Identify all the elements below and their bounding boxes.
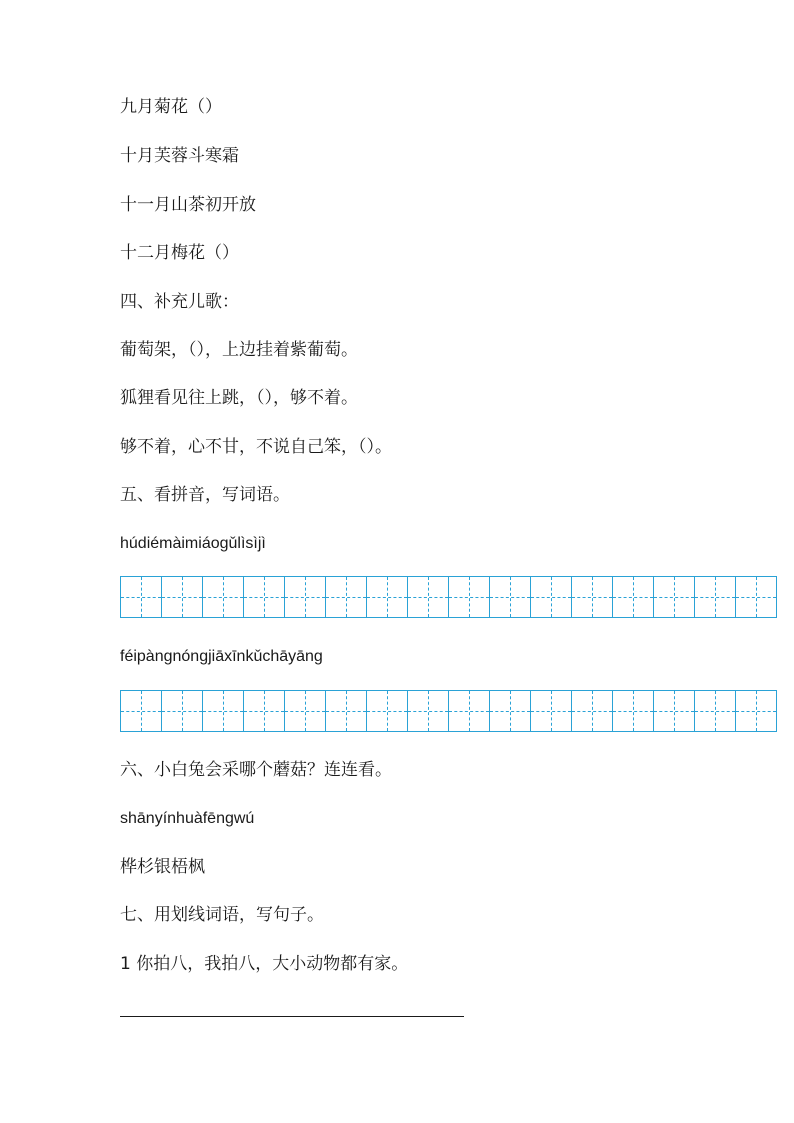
section-4-line-2: 狐狸看见往上跳，（），够不着。 bbox=[120, 388, 358, 408]
grid-cell[interactable] bbox=[448, 576, 490, 618]
grid-cell[interactable] bbox=[161, 576, 203, 618]
line-december: 十二月梅花（） bbox=[120, 243, 239, 263]
grid-cell[interactable] bbox=[571, 690, 613, 732]
pinyin-row-3: shānyínhuàfēngwú bbox=[120, 810, 255, 827]
section-7-heading: 七、用划线词语，写句子。 bbox=[120, 905, 324, 925]
grid-cell[interactable] bbox=[735, 690, 777, 732]
writing-grid-1[interactable] bbox=[120, 576, 776, 618]
grid-cell[interactable] bbox=[407, 690, 449, 732]
grid-cell[interactable] bbox=[612, 690, 654, 732]
section-5-heading: 五、看拼音，写词语。 bbox=[120, 485, 290, 505]
pinyin-row-2: féipàngnóngjiāxīnkǔchāyāng bbox=[120, 648, 323, 665]
grid-cell[interactable] bbox=[366, 690, 408, 732]
grid-cell[interactable] bbox=[243, 576, 285, 618]
grid-cell[interactable] bbox=[202, 690, 244, 732]
grid-cell[interactable] bbox=[653, 576, 695, 618]
answer-underline[interactable] bbox=[120, 1016, 464, 1017]
grid-cell[interactable] bbox=[694, 576, 736, 618]
pinyin-row-1: húdiémàimiáogǔlìsìjì bbox=[120, 535, 266, 552]
grid-cell[interactable] bbox=[694, 690, 736, 732]
section-4-line-3: 够不着，心不甘，不说自己笨，（）。 bbox=[120, 437, 392, 457]
grid-cell[interactable] bbox=[489, 576, 531, 618]
grid-cell[interactable] bbox=[243, 690, 285, 732]
grid-cell[interactable] bbox=[284, 690, 326, 732]
grid-cell[interactable] bbox=[366, 576, 408, 618]
writing-grid-2[interactable] bbox=[120, 690, 776, 732]
section-7-item-1: 1 你拍八，我拍八，大小动物都有家。 bbox=[120, 954, 409, 974]
grid-cell[interactable] bbox=[530, 690, 572, 732]
section-6-heading: 六、小白兔会采哪个蘑菇？连连看。 bbox=[120, 760, 392, 780]
section-4-heading: 四、补充儿歌： bbox=[120, 292, 239, 312]
grid-cell[interactable] bbox=[653, 690, 695, 732]
grid-cell[interactable] bbox=[284, 576, 326, 618]
grid-cell[interactable] bbox=[202, 576, 244, 618]
section-4-line-1: 葡萄架，（），上边挂着紫葡萄。 bbox=[120, 340, 358, 360]
grid-cell[interactable] bbox=[530, 576, 572, 618]
grid-cell[interactable] bbox=[571, 576, 613, 618]
grid-cell[interactable] bbox=[407, 576, 449, 618]
grid-cell[interactable] bbox=[612, 576, 654, 618]
line-september: 九月菊花（） bbox=[120, 97, 222, 117]
grid-cell[interactable] bbox=[325, 690, 367, 732]
grid-cell[interactable] bbox=[448, 690, 490, 732]
grid-cell[interactable] bbox=[120, 690, 162, 732]
grid-cell[interactable] bbox=[120, 576, 162, 618]
grid-cell[interactable] bbox=[325, 576, 367, 618]
line-november: 十一月山茶初开放 bbox=[120, 195, 256, 215]
line-october: 十月芙蓉斗寒霜 bbox=[120, 146, 239, 166]
tree-characters: 桦杉银梧枫 bbox=[120, 857, 205, 877]
grid-cell[interactable] bbox=[735, 576, 777, 618]
grid-cell[interactable] bbox=[161, 690, 203, 732]
grid-cell[interactable] bbox=[489, 690, 531, 732]
